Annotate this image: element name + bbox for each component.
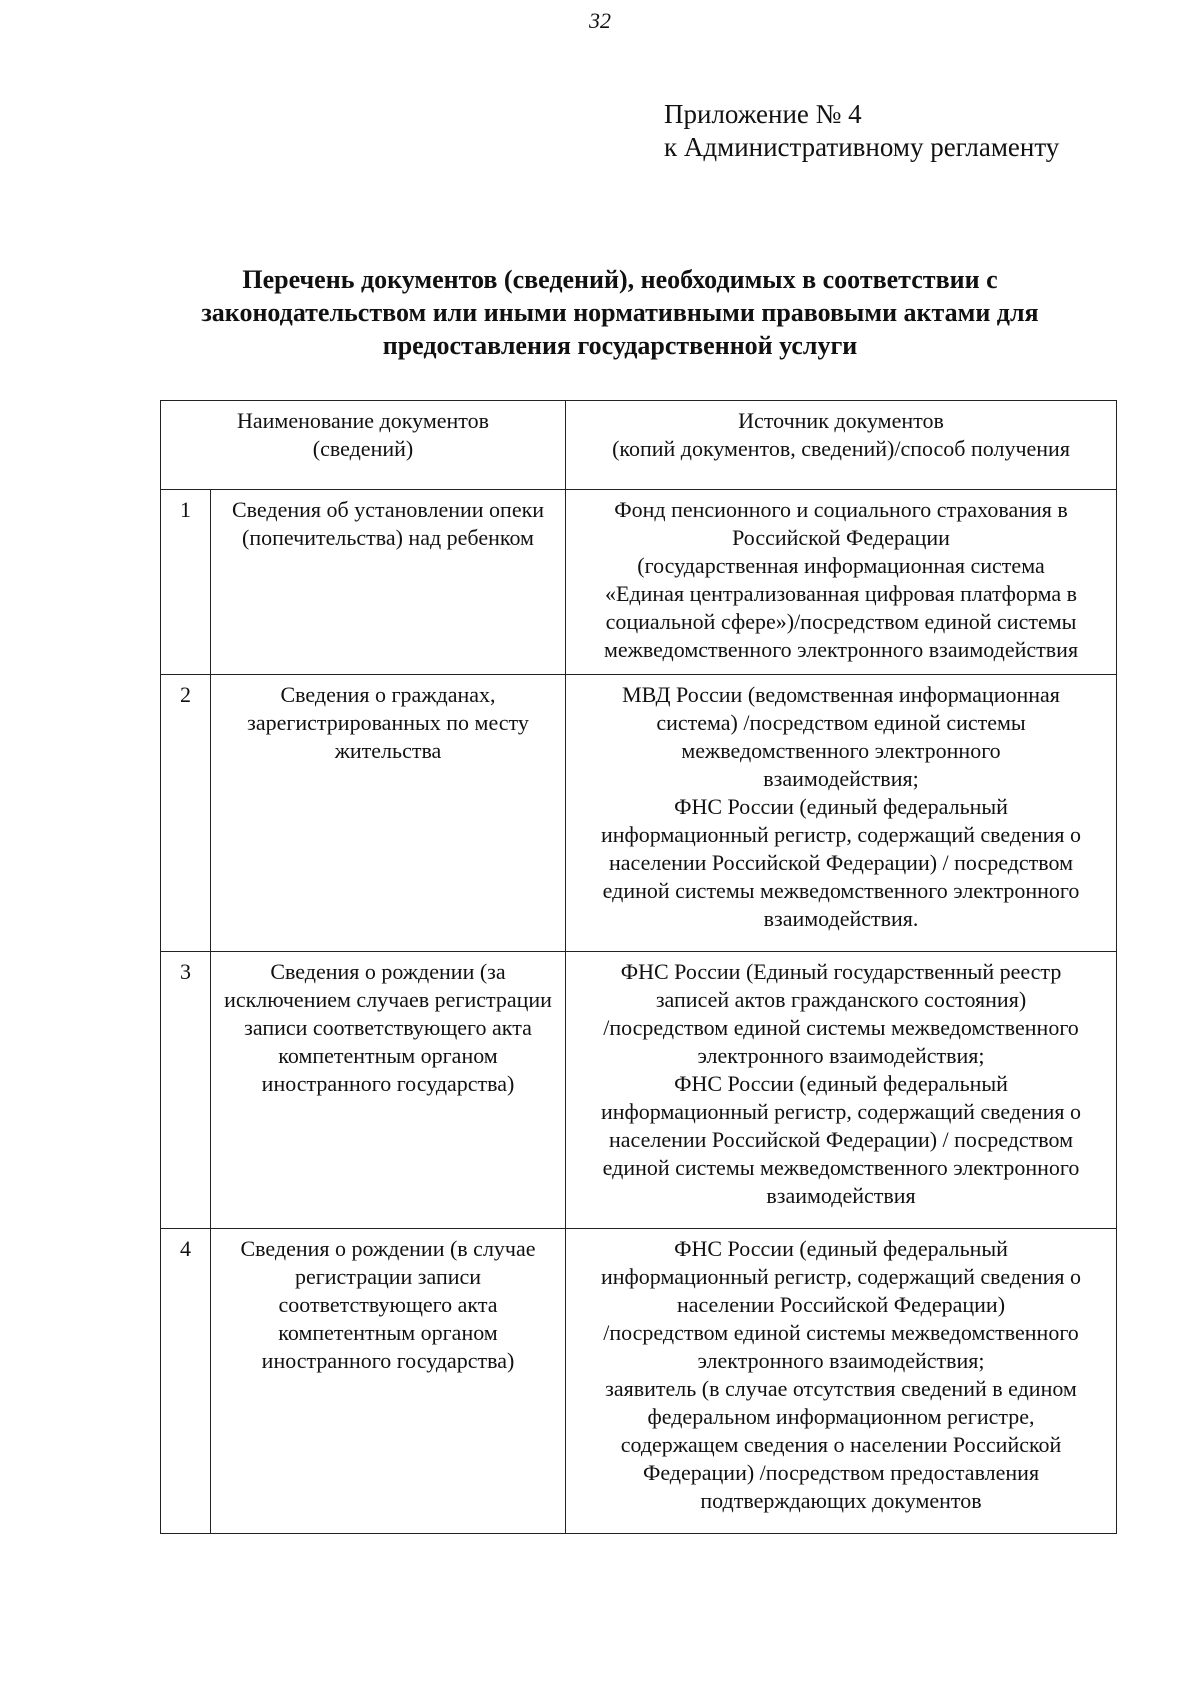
source-line: /посредством единой системы межведомственного: [603, 1320, 1079, 1345]
header-name-line-2: (сведений): [312, 436, 414, 461]
source-line: единой системы межведомственного электронного: [602, 878, 1080, 903]
row-name-cell: Сведения о рождении (в случае регистрации записи соответствующего акта компетентным органом иностранного государства): [211, 1229, 566, 1534]
source-line: заявитель (в случае отсутствия сведений в едином: [605, 1376, 1077, 1401]
source-line: «Единая централизованная цифровая платформа в: [605, 581, 1078, 606]
appendix-note: [664, 98, 1059, 164]
appendix-line-2: к Административному регламенту: [664, 132, 1060, 162]
table-row: [161, 952, 1117, 1229]
header-name-cell: [161, 401, 566, 490]
source-line: населении Российской Федерации) / посредством: [609, 850, 1074, 875]
source-line: населении Российской Федерации): [676, 1292, 1006, 1317]
source-line: федеральном информационном регистре,: [647, 1404, 1035, 1429]
header-name-line-1: Наименование документов: [237, 408, 490, 433]
source-line: ФНС России (единый федеральный: [674, 1071, 1008, 1096]
source-line: межведомственного электронного взаимодействия: [603, 637, 1079, 662]
document-title-line-2: законодательством или иными нормативными правовыми актами для: [201, 298, 1039, 327]
row-number-cell: 4: [161, 1229, 211, 1534]
table-header-row: [161, 401, 1117, 490]
source-line: содержащем сведения о населении Российской: [620, 1432, 1062, 1457]
row-source-cell: [566, 952, 1117, 1229]
source-line: взаимодействия: [766, 1183, 916, 1208]
source-line: населении Российской Федерации) / посредством: [609, 1127, 1074, 1152]
document-title-line-1: Перечень документов (сведений), необходимых в соответствии с: [242, 265, 998, 294]
source-line: информационный регистр, содержащий сведения о: [601, 1099, 1082, 1124]
document-title-line-3: предоставления государственной услуги: [382, 331, 858, 360]
source-line: социальной сфере»)/посредством единой системы: [605, 609, 1077, 634]
source-line: /посредством единой системы межведомственного: [603, 1015, 1079, 1040]
source-line: Федерации) /посредством предоставления: [642, 1460, 1040, 1485]
row-number-cell: 2: [161, 675, 211, 952]
source-line: взаимодействия.: [763, 906, 919, 931]
row-name-cell: Сведения о рождении (за исключением случаев регистрации записи соответствующего акта компетентным органом иностранного государства): [211, 952, 566, 1229]
row-source-cell: [566, 1229, 1117, 1534]
source-line: единой системы межведомственного электронного: [602, 1155, 1080, 1180]
source-line: электронного взаимодействия;: [697, 1348, 985, 1373]
header-source-cell: [566, 401, 1117, 490]
row-name-cell: Сведения об установлении опеки (попечительства) над ребенком: [211, 490, 566, 675]
appendix-line-1: Приложение № 4: [664, 99, 862, 129]
source-line: подтверждающих документов: [700, 1488, 982, 1513]
source-line: информационный регистр, содержащий сведения о: [601, 822, 1082, 847]
source-line: Фонд пенсионного и социального страхования в: [614, 497, 1068, 522]
source-line: (государственная информационная система: [637, 553, 1045, 578]
row-name-cell: Сведения о гражданах, зарегистрированных по месту жительства: [211, 675, 566, 952]
table-row: [161, 1229, 1117, 1534]
source-line: ФНС России (единый федеральный: [674, 1236, 1008, 1261]
source-line: межведомственного электронного: [681, 738, 1001, 763]
row-number-cell: 1: [161, 490, 211, 675]
document-title: [150, 263, 1090, 362]
row-number-cell: 3: [161, 952, 211, 1229]
source-line: записей актов гражданского состояния): [655, 987, 1027, 1012]
header-source-line-1: Источник документов: [738, 408, 944, 433]
source-line: система) /посредством единой системы: [656, 710, 1026, 735]
source-line: ФНС России (Единый государственный реестр: [620, 959, 1062, 984]
row-source-cell: [566, 675, 1117, 952]
source-line: Российской Федерации: [732, 525, 950, 550]
row-source-cell: [566, 490, 1117, 675]
table-row: [161, 675, 1117, 952]
source-line: взаимодействия;: [763, 766, 919, 791]
source-line: ФНС России (единый федеральный: [674, 794, 1008, 819]
documents-table: [160, 400, 1117, 1534]
source-line: МВД России (ведомственная информационная: [622, 682, 1060, 707]
page-number: 32: [589, 8, 611, 33]
source-line: электронного взаимодействия;: [697, 1043, 985, 1068]
header-source-line-2: (копий документов, сведений)/способ получения: [612, 436, 1070, 461]
table-row: [161, 490, 1117, 675]
source-line: информационный регистр, содержащий сведения о: [601, 1264, 1082, 1289]
